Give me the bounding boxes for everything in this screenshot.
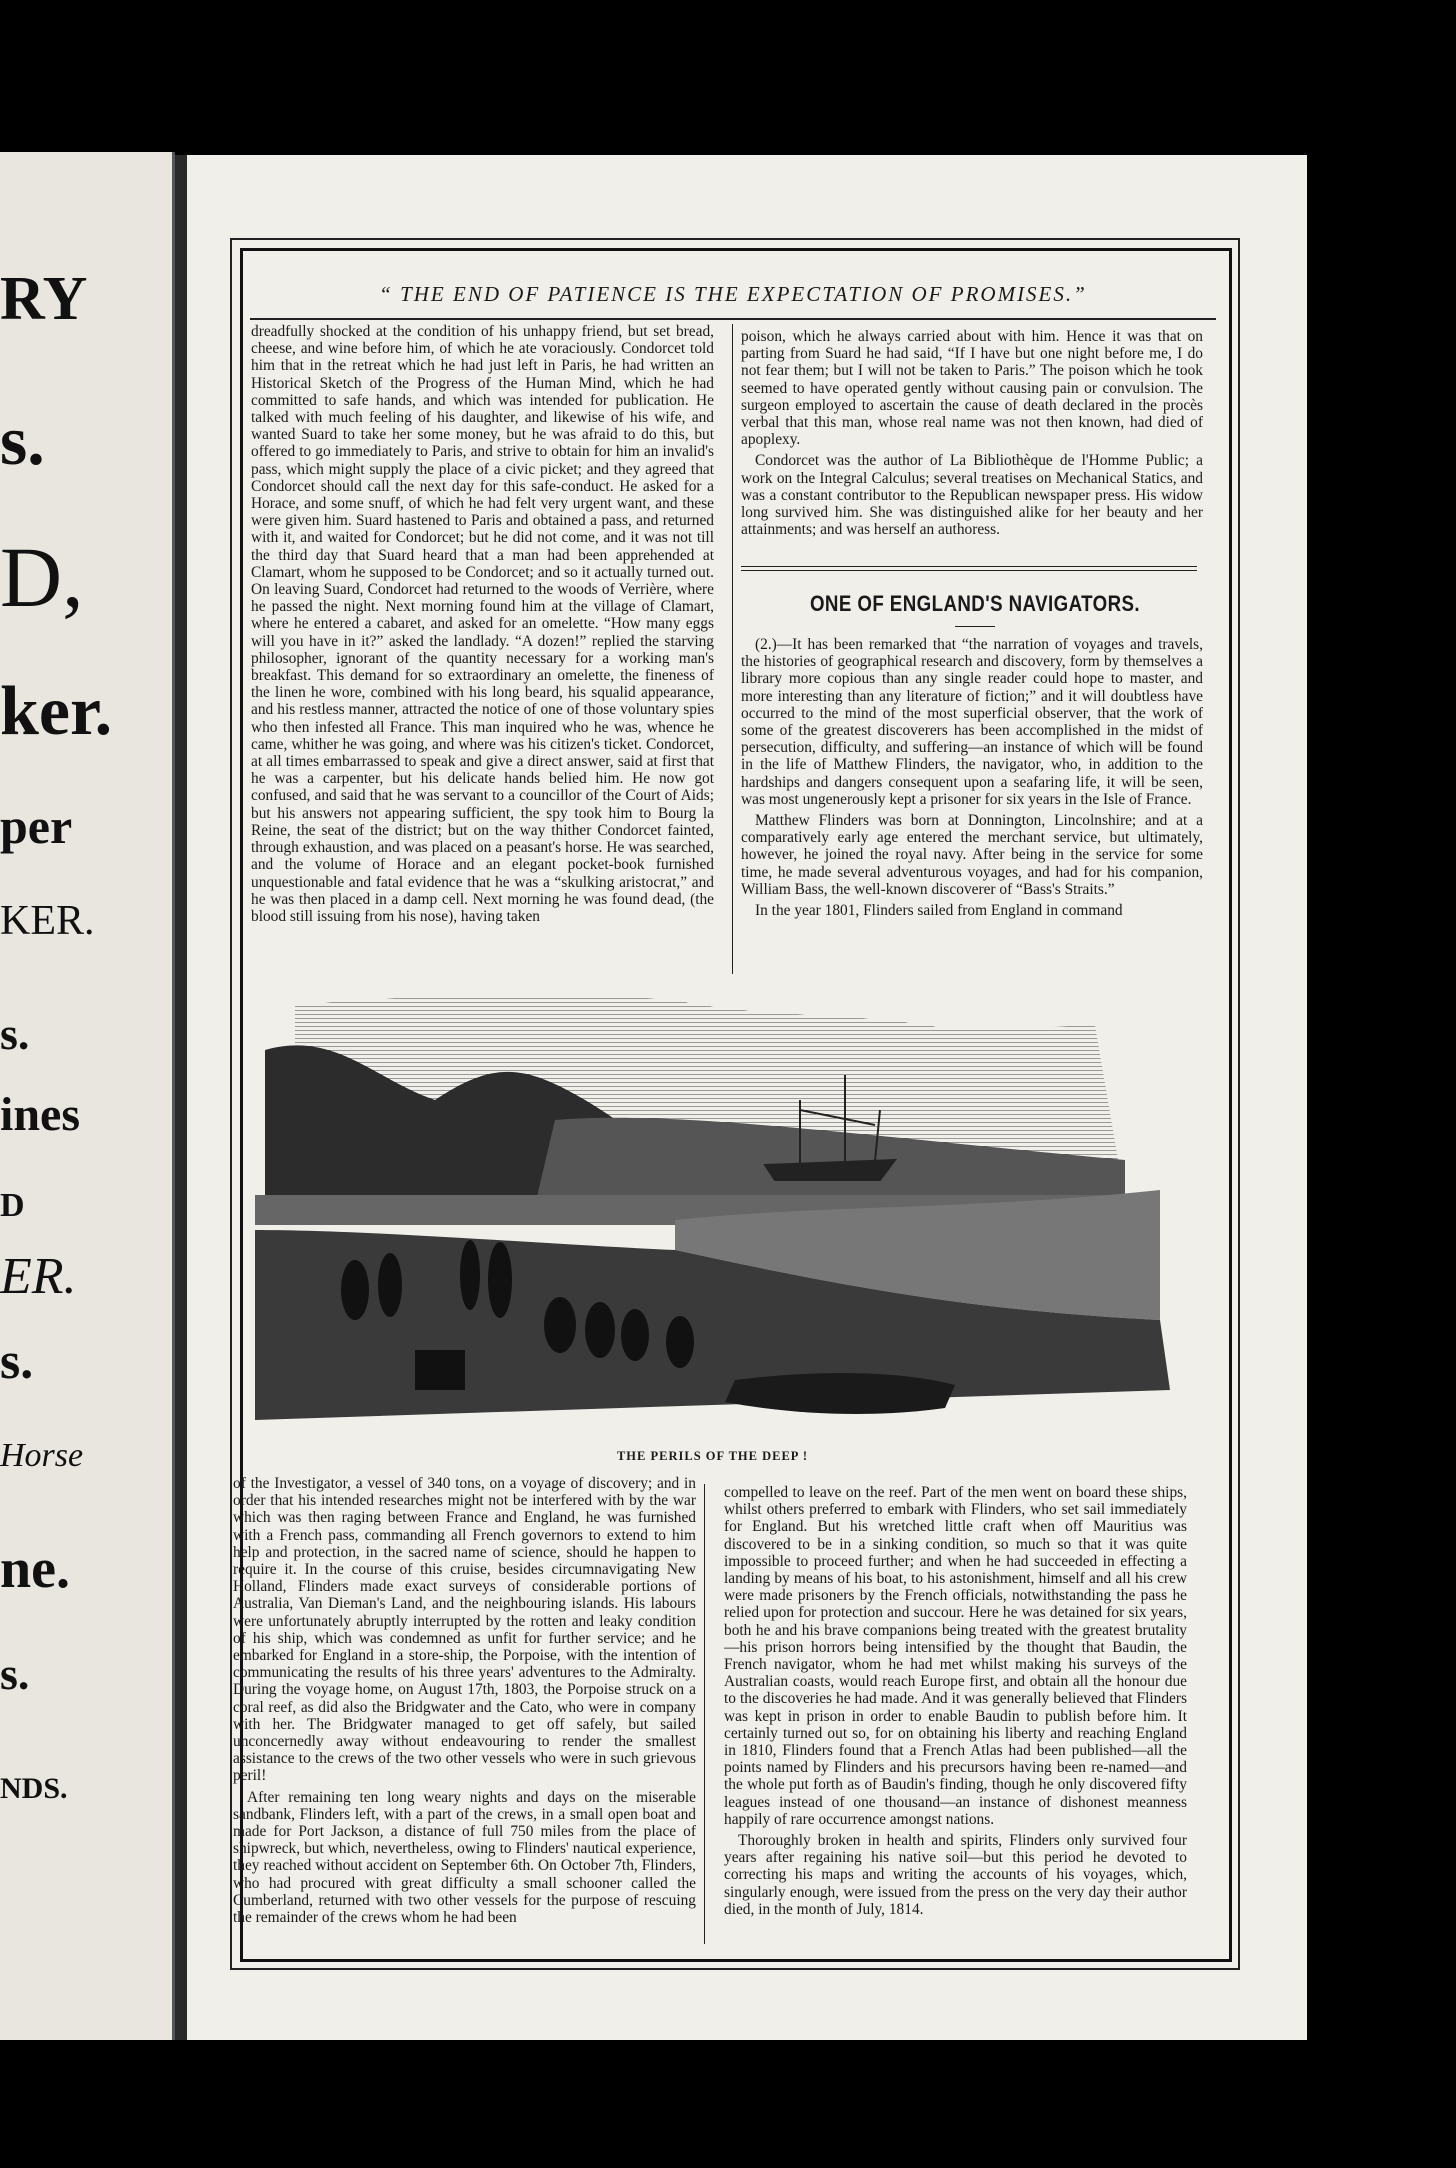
fragment: ER. [0, 1248, 77, 1305]
fragment: s. [0, 1008, 30, 1059]
column-left-top [251, 323, 714, 973]
column-right-top [741, 328, 1203, 553]
masthead-rule [250, 318, 1216, 320]
section-rule [741, 566, 1197, 567]
fragment: NDS. [0, 1772, 68, 1805]
engraving-illustration [255, 990, 1170, 1433]
fragment: s. [0, 1648, 30, 1699]
paragraph: Matthew Flinders was born at Donnington, Lincolnshire; and at a comparatively early age entered the merchant service, but ultimately, however, he joined the royal navy. After being in the service for some time, he made several adventurous voyages, and had for his companion, William Bass, the well-known discoverer of “Bass's Straits.” [741, 812, 1203, 898]
column-right-article [741, 636, 1203, 978]
fragment: D [0, 1187, 25, 1224]
column-right-bottom [724, 1484, 1187, 1954]
paragraph: compelled to leave on the reef. Part of the men went on board these ships, whilst others preferred to embark with Flinders, who set sail immediately for England. But his wretched little craft when off Mauritius was discovered to be in a sinking condition, so much so that it was quite impossible to proceed further; and when he had succeeded in effecting a landing by means of his boat, to his astonishment, himself and all his crew were made prisoners by the French officials, notwithstanding the pass he relied upon for protection and succour. Here he was detained for six years, both he and his brave companions being treated with the greatest brutality—his prison horrors being intensified by the thought that Baudin, the French navigator, whom he had met whilst making his surveys of the Australian coasts, would reach Europe first, and obtain all the honour due to the discoveries he had made. And it was generally believed that Flinders was kept in prison in order to enable Baudin to publish before him. It certainly turned out so, for on obtaining his liberty and reaching England in 1810, Flinders found that a French Atlas had been published—all the points named by Flinders and his precursors having been re-named—and the whole put forth as of Baudin's finding, though he only discovered fifty leagues instead of one thousand—an instance of dishonest meanness happily of rare occurrence amongst nations. [724, 1484, 1187, 1828]
section-rule [741, 570, 1197, 571]
fragment: D, [0, 529, 84, 625]
column-left-bottom [233, 1475, 696, 1945]
column-divider-top [732, 324, 733, 974]
masthead-motto: “ THE END OF PATIENCE IS THE EXPECTATION OF PROMISES.” [379, 282, 1087, 306]
paragraph: Thoroughly broken in health and spirits, Flinders only survived four years after regaining his native soil—but this period he devoted to correcting his maps and writing the accounts of his voyages, which, singularly enough, were issued from the press on the very day their author died, in the month of July, 1814. [724, 1832, 1187, 1918]
fragment: ne. [0, 1538, 70, 1600]
paragraph: In the year 1801, Flinders sailed from England in command [755, 902, 1123, 920]
fragment: s. [0, 403, 45, 480]
fragment: RY [0, 265, 88, 333]
book-gutter [175, 155, 187, 2040]
paragraph: Condorcet was the author of La Bibliothèque de l'Homme Public; a work on the Integral Calculus; several treatises on Mechanical Statics, and was a constant contributor to the Republican newspaper press. His widow long survived him. She was distinguished alike for her beauty and her attainments; and was herself an authoress. [741, 452, 1203, 539]
paragraph: (2.)—It has been remarked that “the narration of voyages and travels, the histories of geographical research and discovery, form by themselves a library more copious than any single reader could hope to master, and more interesting than any literature of fiction;” and it will doubtless have occurred to the mind of the most superficial observer, that the work of some of the greatest discoverers has been accomplished in the midst of persecution, difficulty, and suffering—an instance of which will be found in the life of Matthew Flinders, the navigator, who, in addition to the hardships and dangers consequent upon a seafaring life, it will be seen, was most ungenerously kept a prisoner for six years in the Isle of France. [741, 636, 1203, 808]
paragraph: poison, which he always carried about with him. Hence it was that on parting from Suard he had said, “If I have but one night before me, I do not fear them; but I will not be taken to Paris.” The poison which he took seemed to have operated gently without causing pain or convulsion. The surgeon employed to ascertain the cause of death declared in the procès verbal that this man, whose real name was not then known, had died of apoplexy. [741, 328, 1203, 449]
paragraph: After remaining ten long weary nights and days on the miserable sandbank, Flinders left, with a part of the crews, in a small open boat and made for Port Jackson, a distance of full 750 miles from the place of shipwreck, but which, nevertheless, owing to Flinders' nautical experience, they reached without accident on September 6th. On October 7th, Flinders, who had procured with great difficulty a small schooner called the Cumberland, returned with two other vessels for the purpose of rescuing the remainder of the crews whom he had been [233, 1788, 696, 1927]
fragment: s. [0, 1333, 34, 1390]
fragment: ines [0, 1088, 81, 1141]
fragment: Horse [0, 1437, 84, 1474]
adjacent-page-fragment [0, 152, 175, 2040]
fragment: per [0, 798, 73, 854]
paragraph: of the Investigator, a vessel of 340 tons, on a voyage of discovery; and in order that his intended researches might not be interfered with by the war which was then raging between France and England, he was furnished with a French pass, commanding all French governors to extend to him help and protection, in the sacred name of science, should he happen to require it. In the course of this cruise, besides circumnavigating New Holland, Flinders made exact surveys of considerable portions of Australia, Van Dieman's Land, and the neighbouring islands. His labours were unfortunately abruptly interrupted by the rotten and leaky condition of his ship, which was condemned as unfit for further service; and he embarked for England in a store-ship, the Porpoise, with the intention of communicating the results of his three years' adventures to the Admiralty. During the voyage home, on August 17th, 1803, the Porpoise struck on a coral reef, as did also the Bridgwater and the Cato, who were in company with her. The Bridgwater managed to get off safely, but sailed unconcernedly away without endeavouring to render the smallest assistance to the crews of the two other vessels who were in such grievous peril! [233, 1475, 696, 1785]
article-heading: ONE OF ENGLAND'S NAVIGATORS. [809, 591, 1141, 616]
fragment: ker. [0, 673, 113, 750]
column-divider-bottom [704, 1484, 705, 1944]
paragraph: dreadfully shocked at the condition of his unhappy friend, but set bread, cheese, and wine before him, of which he ate voraciously. Condorcet told him that in the retreat which he had just left in Paris, he had written an Historical Sketch of the Progress of the Human Mind, which he had committed to safe hands, and which was intended for publication. He talked with much feeling of his daughter, and likewise of his wife, and wanted Suard to take her some money, but he was afraid to do this, but offered to go immediately to Paris, and strive to obtain for him an invalid's pass, which might supply the place of a civic picket; and they agreed that Condorcet should call the next day for this safe-conduct. He asked for a Horace, and some snuff, of which he had felt very urgent want, and these were given him. Suard hastened to Paris and obtained a pass, and returned with it, and waited for Condorcet; but he did not come, and it was not till the third day that Suard heard that a man had been apprehended at Clamart, whom he supposed to be Condorcet; and so it actually turned out. On leaving Suard, Condorcet had returned to the woods of Verrière, where he passed the night. Next morning found him at the village of Clamart, where he entered a cabaret, and asked for an omelette. “How many eggs will you have in it?” asked the landlady. “A dozen!” replied the starving philosopher, ignorant of the quantity necessary for a working man's breakfast. This demand for so extraordinary an omelette, the fineness of the linen he wore, combined with his long beard, his squalid appearance, and his restless manner, attracted the notice of one of those voluntary spies who then infested all France. This man inquired who he was, whence he came, whither he was going, and where was his citizen's ticket. Condorcet, at all times embarrassed to speak and give a direct answer, said at first that he was a carpenter, but his delicate hands belied him. He now got confused, and said that he was servant to a councillor of the Court of Aids; but his answers not appearing sufficient, the spy took him to Bourg la Reine, the seat of the district; but on the way thither Condorcet fainted, through exhaustion, and was placed on a peasant's horse. He was searched, and the volume of Horace and an elegant pocket-book furnished unquestionable and fatal evidence that he was a “skulking aristocrat,” and he was then placed in a damp cell. Next morning he was found dead, (the blood still issuing from his nose), having taken [251, 323, 714, 925]
illustration-caption: THE PERILS OF THE DEEP ! [616, 1449, 809, 1463]
heading-underline [955, 626, 995, 627]
fragment: KER. [0, 898, 95, 944]
